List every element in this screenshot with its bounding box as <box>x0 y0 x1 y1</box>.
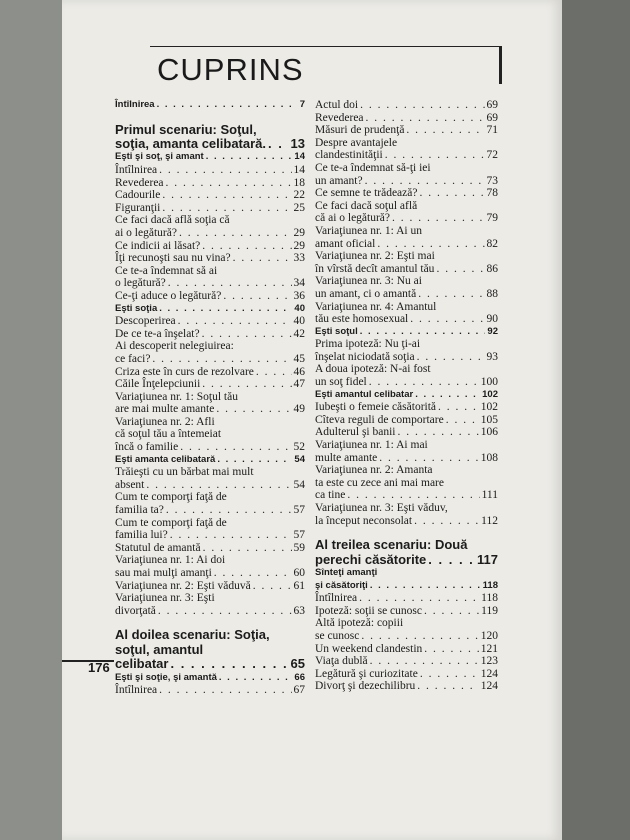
toc-entry-page: 120 <box>480 629 498 642</box>
toc-entry-title: că soţul tău a întemeiat <box>115 428 222 441</box>
title-rule <box>150 46 501 47</box>
toc-entry <box>315 538 498 567</box>
toc-entry-page: 22 <box>293 189 305 202</box>
toc-entry-title: multe amante <box>315 451 378 464</box>
dot-leader <box>177 227 292 240</box>
toc-entry-title: în vîrstă decît amantul tău <box>315 262 435 275</box>
toc-entry-title: Îţi recunoşti sau nu vina? <box>115 252 231 265</box>
toc-entry <box>315 363 498 388</box>
dot-leader <box>150 353 291 366</box>
toc-entry <box>115 454 305 467</box>
toc-entry-title: la început neconsolat <box>315 514 413 527</box>
toc-entry-page: 36 <box>293 289 305 302</box>
toc-entry-title: Cum te comporţi faţă de <box>115 516 227 529</box>
toc-entry-title: Primul scenariu: Soţul, <box>115 121 257 137</box>
toc-entry <box>115 628 305 671</box>
toc-entry-page: 106 <box>480 426 498 439</box>
toc-entry-title: De ce te-a înşelat? <box>115 327 200 340</box>
dot-leader <box>364 112 485 125</box>
toc-entry-page: 117 <box>477 551 498 567</box>
toc-entry <box>115 240 305 253</box>
toc-entry-title: Variaţiunea nr. 1: Soţul tău <box>115 390 238 403</box>
dot-leader <box>358 99 484 112</box>
toc-entry-page: 18 <box>293 176 305 189</box>
toc-entry-title: Măsuri de prudenţă <box>315 124 405 137</box>
dot-leader <box>390 212 484 225</box>
dot-leader <box>383 149 485 162</box>
toc-entry-title: Căile Înţelepciunii <box>115 378 201 391</box>
toc-entry <box>315 112 498 125</box>
toc-entry <box>115 189 305 202</box>
dot-leader <box>176 315 292 328</box>
toc-entry-title: clandestinităţii <box>315 149 383 162</box>
dot-leader <box>415 351 485 364</box>
toc-entry-title: un amant? <box>315 174 363 187</box>
dot-leader <box>408 313 484 326</box>
toc-entry-title: Revederea <box>315 111 364 124</box>
toc-entry-title: Întîlnirea <box>115 164 158 176</box>
toc-entry <box>115 164 305 177</box>
toc-entry-title: Variaţiunea nr. 1: Ai un <box>315 224 422 237</box>
dot-leader <box>426 553 475 567</box>
toc-entry-title: Întîlnirea <box>115 99 155 110</box>
toc-entry-title: sau mai mulţi amanţi <box>115 567 212 579</box>
dot-leader <box>416 288 484 301</box>
toc-entry <box>315 124 498 137</box>
toc-entry-title: Al doilea scenariu: Soţia, <box>115 627 270 643</box>
toc-entry <box>115 672 305 685</box>
dot-leader <box>166 277 292 290</box>
toc-entry <box>115 123 305 152</box>
toc-entry-title: încă o familie <box>115 441 179 454</box>
toc-entry-page: 108 <box>480 451 498 464</box>
toc-entry <box>115 265 305 290</box>
dot-leader <box>363 175 485 188</box>
dot-leader <box>160 202 291 215</box>
toc-entry-page: 78 <box>486 187 498 200</box>
toc-entry <box>115 366 305 379</box>
toc-entry-title: perechi căsătorite <box>315 551 427 567</box>
dot-leader <box>444 414 479 427</box>
toc-entry-page: 65 <box>290 656 305 672</box>
toc-entry-page: 121 <box>480 642 498 655</box>
toc-entry <box>315 605 498 618</box>
toc-entry-title: Cîteva reguli de comportare <box>315 413 444 426</box>
toc-entry-page: 112 <box>481 514 498 527</box>
toc-entry-title: Variaţiunea nr. 3: Eşti <box>115 592 215 605</box>
dot-leader <box>396 426 479 439</box>
dot-leader <box>254 366 292 379</box>
toc-entry-title: Altă ipoteză: copiii <box>315 617 404 630</box>
toc-entry-page: 90 <box>486 313 498 326</box>
toc-entry-title: ta este cu zece ani mai mare <box>315 476 444 489</box>
toc-entry-title: Descoperirea <box>115 315 176 328</box>
toc-entry-page: 100 <box>480 376 498 389</box>
toc-entry-page: 73 <box>486 174 498 187</box>
toc-entry-title: Adulterul şi banii <box>315 426 396 439</box>
toc-entry <box>315 250 498 275</box>
toc-entry-title: Eşti soţul <box>315 325 358 337</box>
toc-entry <box>315 187 498 200</box>
toc-entry-title: divorţată <box>115 604 156 617</box>
toc-entry <box>315 655 498 668</box>
toc-entry <box>115 315 305 328</box>
dot-leader <box>367 376 479 389</box>
toc-entry-page: 40 <box>293 315 305 328</box>
toc-entry-title: celibatar <box>115 656 169 672</box>
toc-entry-title: Variaţiunea nr. 1: Ai doi <box>115 554 226 567</box>
toc-entry-title: Ce faci dacă soţul află <box>315 199 418 212</box>
toc-entry-page: 33 <box>293 252 305 265</box>
toc-entry-title: Eşti şi soţie, şi amantă <box>115 671 217 683</box>
toc-entry <box>315 668 498 681</box>
page-number: 176 <box>88 660 110 675</box>
toc-entry <box>315 567 498 592</box>
toc-entry-title: Despre avantajele <box>315 136 398 149</box>
toc-entry-title: Variaţiunea nr. 1: Ai mai <box>315 439 428 452</box>
dot-leader <box>157 684 291 697</box>
toc-entry-page: 34 <box>293 277 305 290</box>
dot-leader <box>412 515 479 528</box>
dot-leader <box>201 542 292 555</box>
toc-entry-title: Variaţiunea nr. 2: Afli <box>115 415 215 428</box>
toc-entry <box>315 137 498 162</box>
toc-entry-page: 69 <box>486 99 498 111</box>
toc-entry-title: Variaţiunea nr. 3: Nu ai <box>315 275 422 288</box>
toc-entry-title: tău este homosexual <box>315 313 409 326</box>
toc-entry-page: 93 <box>486 350 498 363</box>
toc-entry-page: 49 <box>293 403 305 416</box>
toc-entry-title: Viaţa dublă <box>315 655 368 668</box>
dot-leader <box>368 580 481 593</box>
dot-leader <box>358 326 486 339</box>
toc-entry-page: 59 <box>293 541 305 554</box>
dot-leader <box>417 187 484 200</box>
toc-entry <box>115 202 305 215</box>
toc-entry-page: 40 <box>294 302 305 314</box>
toc-entry <box>315 162 498 187</box>
toc-entry-page: 54 <box>294 453 305 465</box>
toc-entry <box>315 439 498 464</box>
toc-entry-title: Ai descoperit nelegiuirea: <box>115 340 234 353</box>
toc-entry <box>115 99 305 112</box>
dot-leader <box>157 164 291 177</box>
toc-entry <box>315 275 498 300</box>
toc-entry-title: Un weekend clandestin <box>315 642 423 655</box>
toc-entry-title: ce faci? <box>115 352 151 365</box>
dot-leader <box>221 290 291 303</box>
toc-entry-page: 47 <box>293 378 305 391</box>
toc-entry <box>115 252 305 265</box>
toc-entry-page: 79 <box>486 212 498 225</box>
toc-entry <box>315 200 498 225</box>
dot-leader <box>422 605 479 618</box>
toc-entry-title: are mai multe amante <box>115 403 215 416</box>
toc-entry-page: 57 <box>293 504 305 517</box>
toc-entry-page: 45 <box>293 352 305 365</box>
dot-leader <box>231 252 292 265</box>
toc-entry <box>315 301 498 326</box>
toc-entry <box>115 290 305 303</box>
toc-entry-page: 123 <box>480 655 498 668</box>
toc-entry-page: 111 <box>481 489 498 502</box>
toc-entry-page: 66 <box>294 671 305 683</box>
toc-entry-page: 105 <box>480 413 498 426</box>
toc-entry-title: familia lui? <box>115 529 168 542</box>
toc-entry-title: ai o legătură? <box>115 226 177 239</box>
toc-entry <box>115 378 305 391</box>
dot-leader <box>413 389 480 402</box>
toc-entry-title: înşelat niciodată soţia <box>315 350 415 363</box>
toc-entry-title: se cunosc <box>315 629 360 642</box>
toc-entry-title: soţul, amantul <box>115 641 204 657</box>
toc-entry-title: Variaţiunea nr. 2: Amanta <box>315 464 433 477</box>
toc-entry-title: Variaţiunea nr. 4: Amantul <box>315 300 437 313</box>
toc-entry <box>115 177 305 190</box>
dot-leader <box>164 177 292 190</box>
toc-entry-title: Trăieşti cu un bărbat mai mult <box>115 466 254 479</box>
toc-entry-title: Actul doi <box>315 99 359 111</box>
dot-leader <box>345 489 479 502</box>
toc-entry-title: Al treilea scenariu: Două <box>315 537 468 553</box>
toc-entry-page: 119 <box>481 604 498 617</box>
toc-entry-page: 67 <box>293 684 305 697</box>
toc-entry <box>115 340 305 365</box>
toc-entry <box>315 225 498 250</box>
toc-entry-title: Iubeşti o femeie căsătorită <box>315 401 437 414</box>
toc-entry <box>315 680 498 693</box>
toc-entry <box>115 466 305 491</box>
toc-entry-title: Întîlnirea <box>115 684 158 697</box>
dot-leader <box>160 189 291 202</box>
dot-leader <box>436 401 479 414</box>
toc-entry-title: Eşti amanta celibatară <box>115 453 216 465</box>
dot-leader <box>164 504 292 517</box>
toc-entry-title: Legătură şi curiozitate <box>315 667 418 680</box>
toc-entry-title: absent <box>115 478 145 491</box>
dot-leader <box>144 479 291 492</box>
toc-entry <box>315 389 498 402</box>
toc-entry-title: ca tine <box>315 489 346 502</box>
toc-entry-title: Ce faci dacă află soţia că <box>115 214 230 227</box>
toc-entry-page: 102 <box>480 401 498 414</box>
toc-entry-title: Ce te-a îndemnat să ai <box>115 264 218 277</box>
toc-entry-page: 92 <box>487 325 498 337</box>
toc-entry <box>115 592 305 617</box>
toc-entry-page: 52 <box>293 441 305 454</box>
dot-leader <box>212 567 292 580</box>
toc-entry <box>315 617 498 642</box>
toc-entry <box>115 214 305 239</box>
toc-entry-title: Revederea <box>115 176 164 189</box>
dot-leader <box>217 672 293 685</box>
toc-entry-title: Ipoteză: soţii se cunosc <box>315 604 422 617</box>
toc-entry <box>315 99 498 112</box>
toc-entry-title: A doua ipoteză: N-ai fost <box>315 363 431 376</box>
dot-leader <box>214 403 291 416</box>
toc-entry-title: Eşti şi soţ, şi amant <box>115 151 204 163</box>
toc-entry-page: 118 <box>482 579 498 591</box>
toc-entry-page: 29 <box>293 226 305 239</box>
toc-entry-page: 61 <box>293 579 305 592</box>
toc-entry-page: 60 <box>293 567 305 579</box>
dot-leader <box>418 668 479 681</box>
dot-leader <box>266 137 289 151</box>
toc-entry-title: soţia, amanta celibatară. <box>115 136 267 151</box>
toc-entry <box>315 464 498 502</box>
toc-entry-page: 124 <box>480 667 498 680</box>
toc-entry <box>115 517 305 542</box>
toc-entry-title: şi căsătoriţi <box>315 579 368 591</box>
dot-leader <box>377 452 478 465</box>
toc-entry <box>315 592 498 605</box>
background-edge <box>562 0 630 840</box>
toc-entry <box>115 684 305 697</box>
dot-leader <box>200 240 291 253</box>
toc-entry-title: Figuranţii <box>115 201 161 214</box>
toc-entry-title: Statutul de amantă <box>115 541 201 554</box>
toc-entry <box>115 554 305 579</box>
toc-entry-title: o legătură? <box>115 277 166 290</box>
dot-leader <box>157 303 292 316</box>
dot-leader <box>200 328 292 341</box>
toc-entry <box>115 151 305 164</box>
toc-entry-page: 82 <box>486 237 498 250</box>
toc-right-column <box>315 99 498 693</box>
toc-entry-title: Variaţiunea nr. 2: Eşti mai <box>315 250 435 263</box>
toc-entry <box>315 401 498 414</box>
dot-leader <box>215 454 292 467</box>
toc-entry-title: Variaţiunea nr. 3: Eşti văduv, <box>315 502 448 514</box>
toc-entry-title: Eşti soţia <box>115 302 158 314</box>
toc-entry-page: 13 <box>290 136 305 151</box>
dot-leader <box>357 592 479 605</box>
dot-leader <box>404 124 484 137</box>
toc-entry-page: 57 <box>293 529 305 542</box>
toc-entry-page: 42 <box>293 327 305 340</box>
toc-entry <box>315 414 498 427</box>
toc-entry-title: Prima ipoteză: Nu ţi-ai <box>315 338 421 351</box>
toc-entry-page: 102 <box>482 388 498 400</box>
toc-entry-title: un soţ fidel <box>315 376 367 389</box>
toc-entry-page: 86 <box>486 262 498 275</box>
toc-entry <box>115 391 305 416</box>
toc-entry-page: 7 <box>299 99 305 110</box>
dot-leader <box>156 605 292 618</box>
title-rule-vertical <box>499 46 502 84</box>
toc-entry <box>315 643 498 656</box>
toc-entry-page: 71 <box>486 124 498 137</box>
dot-leader <box>375 238 484 251</box>
toc-entry-title: Variaţiunea nr. 2: Eşti văduvă <box>115 579 251 592</box>
dot-leader <box>200 378 291 391</box>
toc-entry <box>315 502 498 527</box>
toc-entry-title: amant oficial <box>315 237 376 250</box>
toc-entry-title: că ai o legătură? <box>315 212 391 225</box>
toc-entry-title: Ce te-a îndemnat să-ţi iei <box>315 161 431 174</box>
dot-leader <box>422 643 478 656</box>
toc-entry-page: 29 <box>293 239 305 252</box>
dot-leader <box>155 99 298 112</box>
dot-leader <box>368 655 479 668</box>
toc-entry-title: Cadourile <box>115 189 161 202</box>
toc-entry-title: Cum te comporţi faţă de <box>115 491 227 504</box>
toc-entry-title: Sînteţi amanţi <box>315 567 378 578</box>
toc-entry-title: Întîlnirea <box>315 592 358 605</box>
dot-leader <box>178 441 291 454</box>
dot-leader <box>204 151 293 164</box>
toc-entry <box>115 303 305 316</box>
toc-entry-page: 54 <box>293 478 305 491</box>
page-title: CUPRINS <box>157 52 304 87</box>
toc-entry-title: Divorţ şi dezechilibru <box>315 680 416 693</box>
dot-leader <box>434 263 484 276</box>
toc-entry-title: Ce indicii ai lăsat? <box>115 239 201 252</box>
toc-entry-page: 69 <box>486 111 498 124</box>
toc-entry-page: 46 <box>293 365 305 378</box>
toc-entry-page: 124 <box>480 680 498 693</box>
toc-entry <box>115 416 305 454</box>
toc-entry-page: 63 <box>293 604 305 617</box>
dot-leader <box>251 580 292 593</box>
toc-entry <box>315 426 498 439</box>
toc-entry-title: Ce-ţi aduce o legătură? <box>115 289 222 302</box>
dot-leader <box>359 630 478 643</box>
toc-entry-title: familia ta? <box>115 504 164 517</box>
toc-entry <box>115 542 305 555</box>
toc-entry-title: Ce semne te trădează? <box>315 187 418 200</box>
toc-entry <box>115 491 305 516</box>
toc-left-column <box>115 99 305 697</box>
toc-entry <box>315 338 498 363</box>
toc-entry-page: 25 <box>293 201 305 214</box>
toc-entry <box>315 326 498 339</box>
toc-entry <box>115 580 305 593</box>
toc-entry-title: Eşti amantul celibatar <box>315 388 414 400</box>
toc-entry-page: 72 <box>486 149 498 162</box>
toc-entry <box>115 328 305 341</box>
toc-entry-title: un amant, ci o amantă <box>315 287 417 300</box>
dot-leader <box>415 680 478 693</box>
dot-leader <box>168 529 292 542</box>
toc-entry-title: Criza este în curs de rezolvare <box>115 365 254 378</box>
toc-entry-page: 14 <box>294 151 305 163</box>
dot-leader <box>168 657 288 671</box>
toc-entry-page: 14 <box>293 164 305 176</box>
toc-entry-page: 88 <box>486 287 498 300</box>
toc-entry-page: 118 <box>481 592 498 605</box>
